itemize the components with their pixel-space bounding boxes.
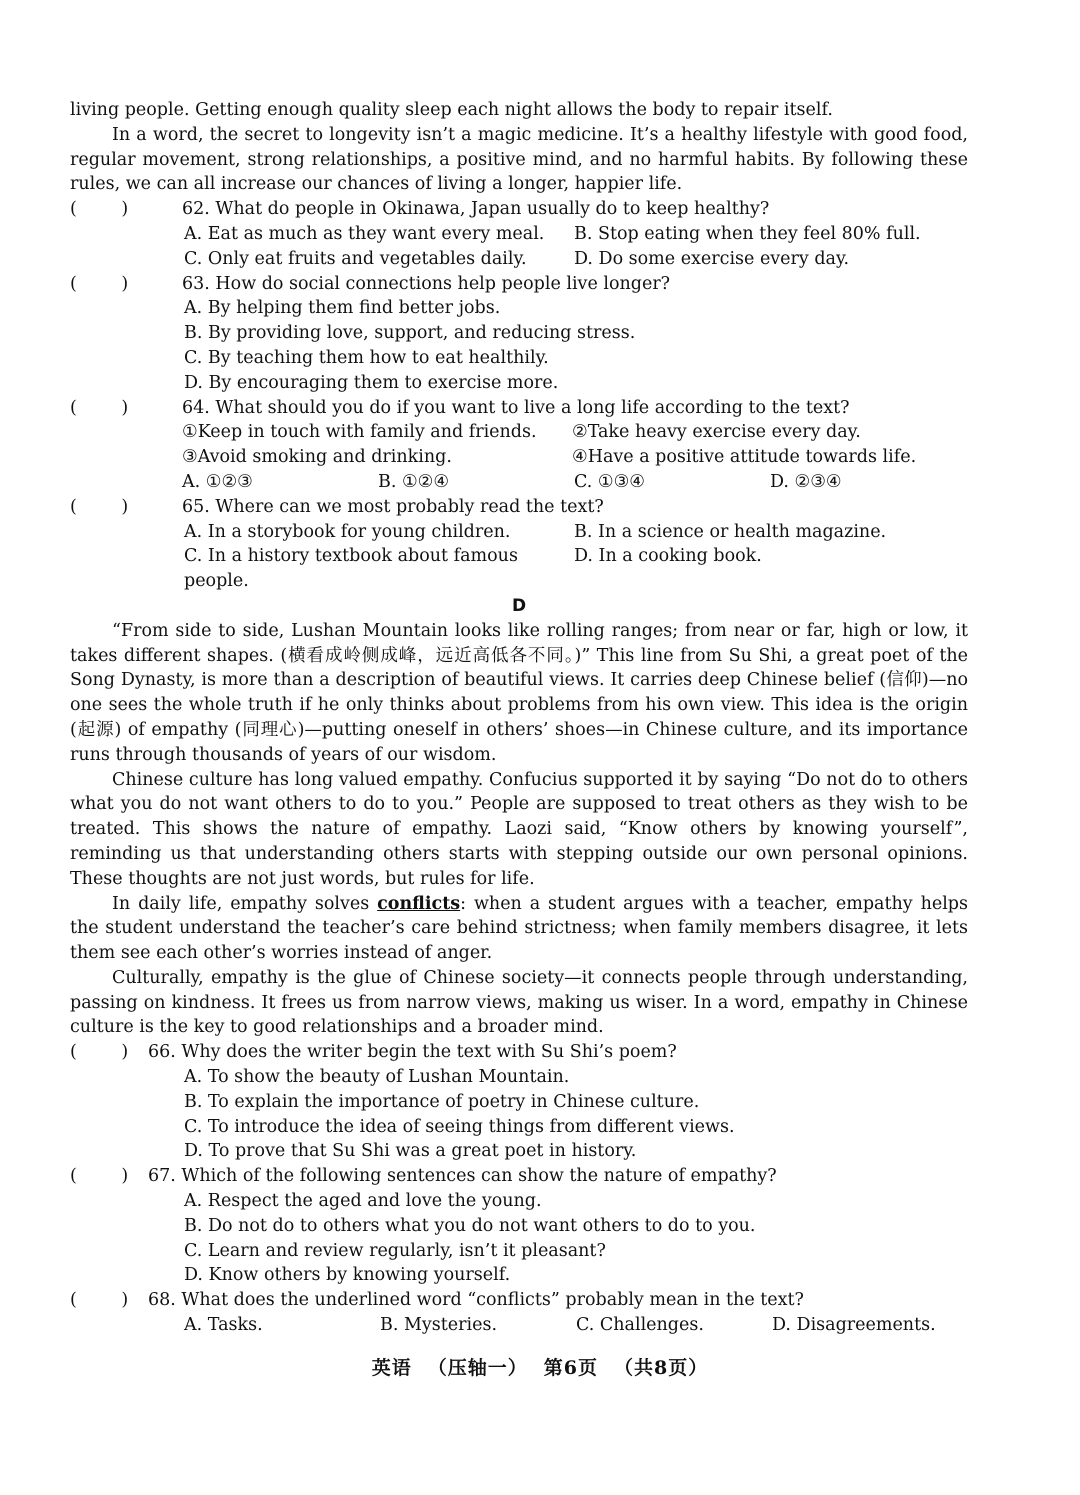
- paragraph-3-text-before: In daily life, empathy solves: [112, 893, 378, 914]
- question-stem: 65. Where can we most probably read the text?: [182, 496, 604, 517]
- paragraph-3-text-after: : when a student argues with a teacher, empathy helps the student understand the teacher’s care behind strictness; when family members disagree, it lets them see each other’s worries instead of anger.: [70, 893, 968, 964]
- option-c: C. To introduce the idea of seeing things from different views.: [184, 1116, 735, 1137]
- option-c: C. Learn and review regularly, isn’t it pleasant?: [184, 1240, 606, 1261]
- statement-1: ①Keep in touch with family and friends.: [182, 422, 537, 443]
- option-d: D. By encouraging them to exercise more.: [184, 372, 559, 393]
- option-b: B. Mysteries.: [380, 1315, 498, 1336]
- option-c: C. ①③④: [574, 471, 645, 492]
- page-footer: [0, 1356, 1080, 1381]
- option-d: D. Disagreements.: [772, 1315, 936, 1336]
- option-d: D. Do some exercise every day.: [574, 248, 850, 269]
- statement-4: ④Have a positive attitude towards life.: [572, 447, 917, 468]
- question-stem: 62. What do people in Okinawa, Japan usually do to keep healthy?: [182, 199, 770, 220]
- passage-c-end-paragraph: living people. Getting enough quality sleep each night allows the body to repair itself.: [70, 100, 833, 120]
- section-d-paragraph-2: Chinese culture has long valued empathy. Confucius supported it by saying “Do not do to others what you do not want others to do to you.” People are supposed to treat others as they wish to be treated. This shows the nature of empathy. Laozi said, “Know others by knowing yourself”, reminding us that understanding others starts with stepping outside our own personal opinions. These thoughts are not just words, but rules for life.: [70, 769, 968, 889]
- option-b: B. Do not do to others what you do not want others to do to you.: [184, 1215, 756, 1236]
- option-d: D. Know others by knowing yourself.: [184, 1265, 511, 1286]
- answer-blank[interactable]: ( ): [70, 1290, 129, 1311]
- footer-page-number: 第6页: [543, 1357, 599, 1379]
- answer-blank[interactable]: ( ): [70, 397, 129, 418]
- option-b: B. Stop eating when they feel 80% full.: [574, 223, 921, 244]
- question-62: [70, 197, 968, 271]
- section-d-paragraph-3: [70, 892, 968, 966]
- answer-blank[interactable]: ( ): [70, 273, 129, 294]
- section-d-title: D: [511, 595, 527, 616]
- question-66: [70, 1040, 968, 1164]
- question-67: [70, 1164, 968, 1288]
- question-stem: 67. Which of the following sentences can show the nature of empathy?: [148, 1166, 777, 1187]
- option-b: B. ①②④: [378, 471, 450, 492]
- option-d: D. ②③④: [770, 471, 842, 492]
- answer-blank[interactable]: ( ): [70, 1042, 129, 1063]
- statement-2: ②Take heavy exercise every day.: [572, 422, 861, 443]
- option-a: A. Eat as much as they want every meal.: [184, 223, 545, 244]
- question-stem: 63. How do social connections help people live longer?: [182, 273, 671, 294]
- option-c: C. By teaching them how to eat healthily.: [184, 347, 549, 368]
- question-stem: 64. What should you do if you want to live a long life according to the text?: [182, 397, 850, 418]
- option-d: D. In a cooking book.: [574, 546, 762, 567]
- answer-blank[interactable]: ( ): [70, 1166, 129, 1187]
- footer-edition: （压轴一）: [427, 1357, 528, 1379]
- option-c: C. Only eat fruits and vegetables daily.: [184, 248, 527, 269]
- option-a: A. ①②③: [182, 471, 253, 492]
- question-stem: 68. What does the underlined word “conflicts” probably mean in the text?: [148, 1290, 804, 1311]
- option-a: A. In a storybook for young children.: [184, 521, 511, 542]
- section-d-paragraph-1: “From side to side, Lushan Mountain looks like rolling ranges; from near or far, high or low, it takes different shapes. (横看成岭侧成峰，远近高低各不同。)” This line from Su Shi, a great poet of the Song Dynasty, is more than a description of beautiful views. It carries deep Chinese belief (信仰)—no one sees the whole truth if he only thinks about problems from his own view. This idea is the origin (起源) of empathy (同理心)—putting oneself in others’ shoes—in Chinese culture, and its importance runs through thousands of years of our wisdom.: [70, 620, 968, 765]
- option-c: C. In a history textbook about famous people.: [184, 546, 518, 592]
- question-65: [70, 495, 968, 594]
- option-c: C. Challenges.: [576, 1315, 704, 1336]
- question-64: [70, 396, 968, 495]
- option-a: A. By helping them find better jobs.: [184, 298, 501, 319]
- footer-subject: 英语: [371, 1357, 412, 1379]
- option-b: B. By providing love, support, and reducing stress.: [184, 323, 636, 344]
- option-b: B. In a science or health magazine.: [574, 521, 887, 542]
- option-a: A. Respect the aged and love the young.: [184, 1191, 542, 1212]
- option-b: B. To explain the importance of poetry in Chinese culture.: [184, 1091, 700, 1112]
- answer-blank[interactable]: ( ): [70, 199, 129, 220]
- option-d: D. To prove that Su Shi was a great poet in history.: [184, 1141, 637, 1162]
- option-a: A. To show the beauty of Lushan Mountain.: [184, 1067, 570, 1088]
- passage-c-conclusion-paragraph: In a word, the secret to longevity isn’t a magic medicine. It’s a healthy lifestyle with good food, regular movement, strong relationships, a positive mind, and no harmful habits. By following these rules, we can all increase our chances of living a longer, happier life.: [70, 124, 968, 195]
- question-stem: 66. Why does the writer begin the text with Su Shi’s poem?: [148, 1042, 677, 1063]
- question-68: [70, 1288, 968, 1338]
- statement-3: ③Avoid smoking and drinking.: [182, 447, 452, 468]
- underlined-word-conflicts: conflicts: [377, 893, 461, 914]
- page-content: [70, 98, 968, 1338]
- footer-total-pages: （共8页）: [614, 1357, 709, 1379]
- option-a: A. Tasks.: [184, 1315, 263, 1336]
- section-d-paragraph-4: Culturally, empathy is the glue of Chinese society—it connects people through understanding, passing on kindness. It frees us from narrow views, making us wiser. In a word, empathy in Chinese culture is the key to good relationships and a broader mind.: [70, 967, 968, 1038]
- answer-blank[interactable]: ( ): [70, 496, 129, 517]
- question-63: [70, 272, 968, 396]
